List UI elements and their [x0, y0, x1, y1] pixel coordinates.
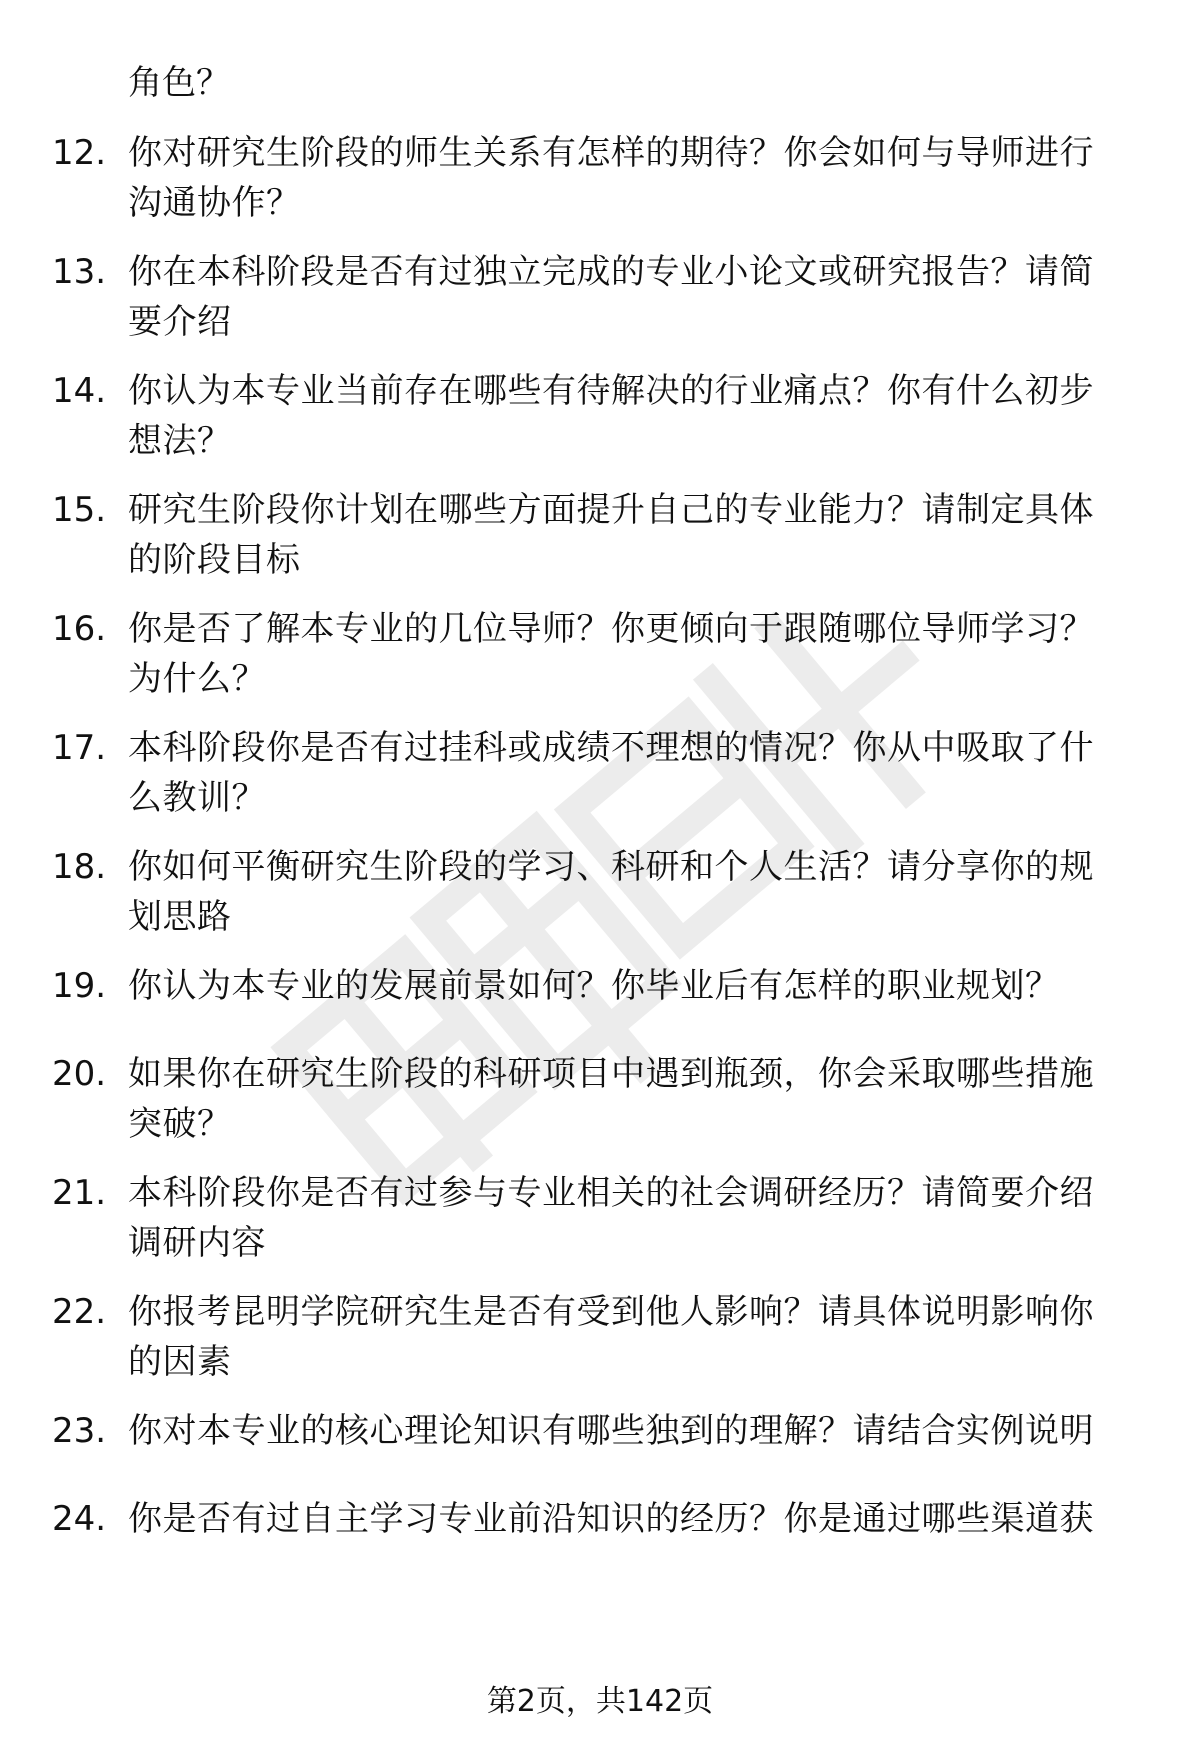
question-number: 17.	[52, 728, 107, 768]
question-text	[128, 1287, 1138, 1387]
question-number: 15.	[52, 490, 107, 530]
question-number: 19.	[52, 966, 107, 1006]
question-text-line: 要介绍	[128, 302, 232, 342]
question-text-line: 的因素	[128, 1342, 232, 1382]
question-text-line: 本科阶段你是否有过参与专业相关的社会调研经历？请简要介绍	[128, 1173, 1094, 1213]
question-text-line: 的阶段目标	[128, 540, 301, 580]
question-text-line: 想法？	[128, 421, 232, 461]
page-footer: 第2页，共142页	[486, 1684, 714, 1719]
question-number: 21.	[52, 1173, 107, 1213]
question-number: 22.	[52, 1292, 107, 1332]
question-text	[128, 723, 1138, 823]
question-text-line: 突破？	[128, 1104, 232, 1144]
question-number: 24.	[52, 1499, 107, 1539]
question-number: 16.	[52, 609, 107, 649]
question-text	[128, 485, 1138, 585]
question-text	[128, 128, 1138, 228]
question-text-line: 你对本专业的核心理论知识有哪些独到的理解？请结合实例说明	[128, 1411, 1094, 1451]
question-text	[128, 1494, 1138, 1544]
question-text	[128, 961, 1138, 1011]
question-text-line: 划思路	[128, 897, 232, 937]
question-text	[128, 842, 1138, 942]
question-text-line: 么教训？	[128, 778, 266, 818]
question-number: 20.	[52, 1054, 107, 1094]
question-number: 12.	[52, 133, 107, 173]
question-text-line: 你报考昆明学院研究生是否有受到他人影响？请具体说明影响你	[128, 1292, 1094, 1332]
question-number: 13.	[52, 252, 107, 292]
question-text-line: 你认为本专业当前存在哪些有待解决的行业痛点？你有什么初步	[128, 371, 1094, 411]
question-text	[128, 247, 1138, 347]
question-number: 18.	[52, 847, 107, 887]
question-text-line: 你是否有过自主学习专业前沿知识的经历？你是通过哪些渠道获	[128, 1499, 1094, 1539]
question-text-line: 你在本科阶段是否有过独立完成的专业小论文或研究报告？请简	[128, 252, 1094, 292]
question-text-line: 你对研究生阶段的师生关系有怎样的期待？你会如何与导师进行	[128, 133, 1094, 173]
question-11-continuation: 角色？	[128, 63, 230, 103]
question-text	[128, 366, 1138, 466]
question-text-line: 本科阶段你是否有过挂科或成绩不理想的情况？你从中吸取了什	[128, 728, 1094, 768]
question-text-line: 为什么？	[128, 659, 266, 699]
question-text-line: 你是否了解本专业的几位导师？你更倾向于跟随哪位导师学习？	[128, 609, 1094, 649]
question-text	[128, 1406, 1138, 1456]
question-text-line: 你认为本专业的发展前景如何？你毕业后有怎样的职业规划？	[128, 966, 1060, 1006]
question-text	[128, 604, 1138, 704]
question-text-line: 沟通协作？	[128, 183, 301, 223]
question-number: 23.	[52, 1411, 107, 1451]
question-text	[128, 1168, 1138, 1268]
question-text	[128, 1049, 1138, 1149]
question-text-line: 你如何平衡研究生阶段的学习、科研和个人生活？请分享你的规	[128, 847, 1094, 887]
question-number: 14.	[52, 371, 107, 411]
question-text-line: 调研内容	[128, 1223, 266, 1263]
question-text-line: 如果你在研究生阶段的科研项目中遇到瓶颈，你会采取哪些措施	[128, 1054, 1094, 1094]
question-text-line: 研究生阶段你计划在哪些方面提升自己的专业能力？请制定具体	[128, 490, 1094, 530]
